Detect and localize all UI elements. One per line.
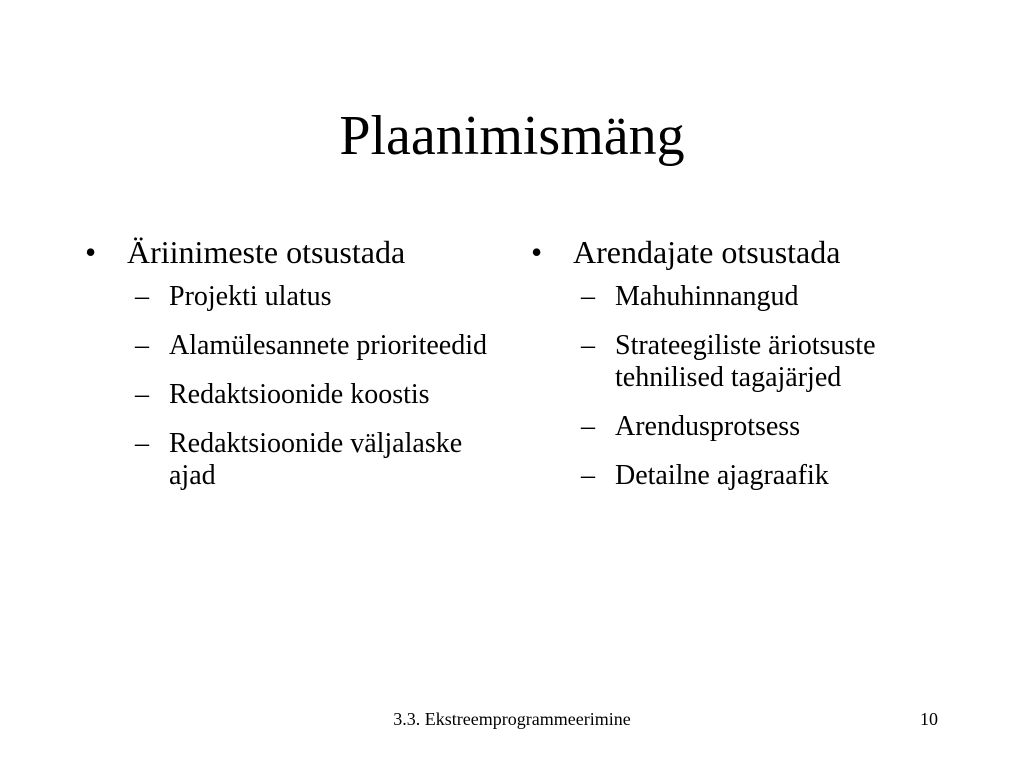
dash-icon: – bbox=[135, 330, 149, 361]
footer-title: 3.3. Ekstreemprogrammeerimine bbox=[393, 709, 631, 729]
sub-item bbox=[127, 428, 505, 492]
sub-item-text: Redaktsioonide väljalaske ajad bbox=[169, 428, 463, 491]
dash-icon: – bbox=[581, 460, 595, 491]
sub-item bbox=[573, 411, 951, 443]
left-sublist bbox=[127, 281, 505, 492]
sub-item bbox=[573, 330, 951, 394]
left-column-heading: Äriinimeste otsustada bbox=[127, 234, 406, 270]
sub-item-text: Strateegiliste äriotsuste tehnilised tagajärjed bbox=[615, 330, 876, 393]
sub-item-text: Detailne ajagraafik bbox=[615, 460, 829, 491]
sub-item bbox=[127, 330, 505, 362]
sub-item-text: Arendusprotsess bbox=[615, 411, 801, 442]
sub-item bbox=[573, 281, 951, 313]
dash-icon: – bbox=[581, 330, 595, 361]
sub-item-text: Mahuhinnangud bbox=[615, 281, 799, 312]
dash-icon: – bbox=[135, 379, 149, 410]
slide-title: Plaanimismäng bbox=[339, 105, 685, 167]
bullet-icon: • bbox=[85, 234, 97, 270]
sub-item bbox=[127, 379, 505, 411]
bullet-icon: • bbox=[531, 234, 543, 270]
page-number: 10 bbox=[920, 709, 938, 729]
dash-icon: – bbox=[135, 281, 149, 312]
sub-item-text: Projekti ulatus bbox=[169, 281, 332, 312]
left-column bbox=[85, 231, 505, 509]
right-column-heading: Arendajate otsustada bbox=[573, 234, 841, 270]
right-column bbox=[531, 231, 951, 509]
right-column-point bbox=[531, 231, 951, 492]
sub-item-text: Alamülesannete prioriteedid bbox=[169, 330, 487, 361]
sub-item-text: Redaktsioonide koostis bbox=[169, 379, 430, 410]
sub-item bbox=[573, 460, 951, 492]
right-sublist bbox=[573, 281, 951, 492]
dash-icon: – bbox=[581, 281, 595, 312]
dash-icon: – bbox=[135, 428, 149, 459]
left-column-point bbox=[85, 231, 505, 492]
sub-item bbox=[127, 281, 505, 313]
dash-icon: – bbox=[581, 411, 595, 442]
